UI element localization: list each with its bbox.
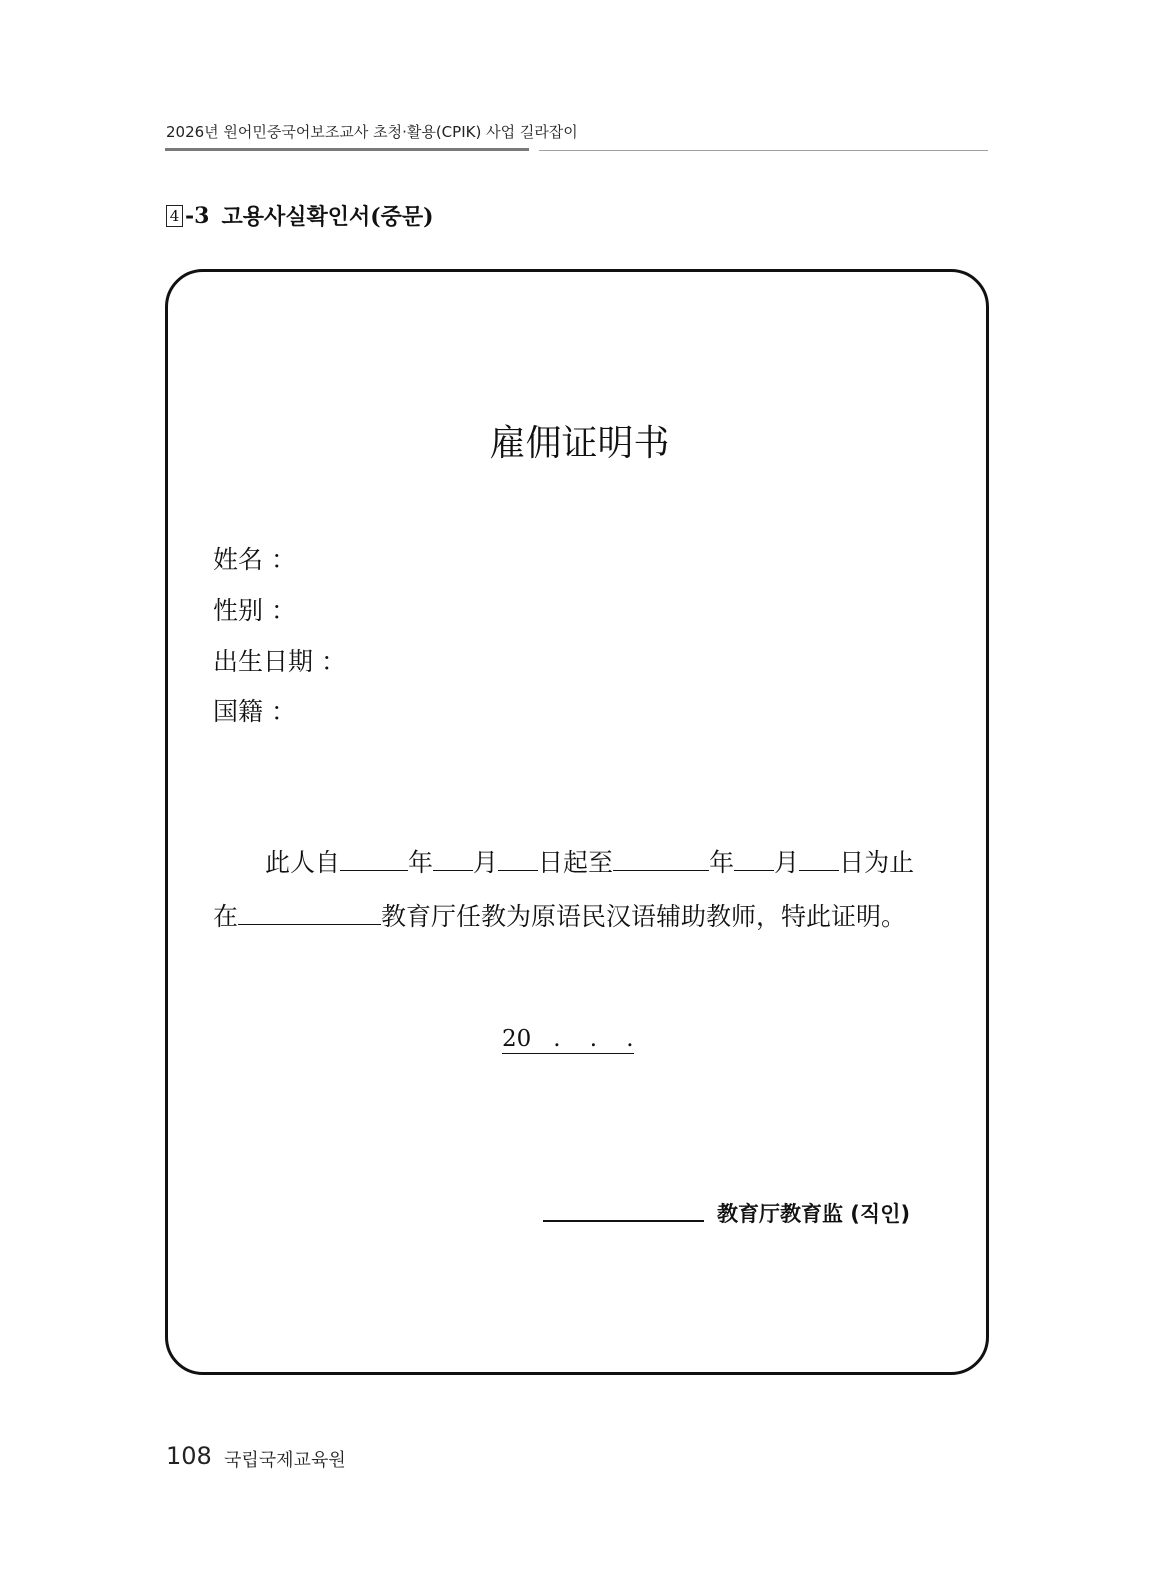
body-text-day-to: 日起至 [538,848,614,877]
section-number-box: 4 [166,205,183,227]
field-nationality: 国籍 ： [213,697,296,726]
signature-blank [543,1220,704,1222]
header-rule-thick [165,148,529,151]
blank-end-month [734,845,774,871]
issue-date: 20 . . . [502,1026,634,1052]
body-text-statement: 教育厅任教为原语民汉语辅助教师，特此证明。 [381,902,907,931]
signer-title: 教育厅教育监 (직인) [717,1202,911,1226]
body-text-year: 年 [408,848,434,877]
blank-start-month [433,845,473,871]
field-gender: 性别 ： [213,596,296,625]
employment-statement-line [213,897,906,933]
blank-start-day [498,845,538,871]
employment-period-line [265,843,914,879]
publisher-name: 국립국제교육원 [224,1450,346,1471]
section-heading [166,200,434,231]
certificate-title: 雇佣证明书 [489,423,670,464]
field-name: 姓名 ： [213,545,296,574]
body-text-year-2: 年 [709,848,735,877]
body-text-day-end: 日为止 [839,848,915,877]
field-birth-date: 出生日期 ： [213,647,346,676]
body-text-from: 此人自 [265,848,341,877]
blank-end-day [799,845,839,871]
body-text-month-2: 月 [774,848,800,877]
blank-office-name [238,899,381,925]
blank-end-year [613,845,709,871]
page-number: 108 [166,1442,212,1470]
running-header: 2026년 원어민중국어보조교사 초청·활용(CPIK) 사업 길라잡이 [166,123,578,141]
body-text-at: 在 [213,902,239,931]
section-number-suffix: -3 [185,202,210,229]
section-title: 고용사실확인서(중문) [221,204,434,230]
blank-start-year [340,845,408,871]
body-text-month: 月 [473,848,499,877]
header-rule-thin [539,150,988,151]
